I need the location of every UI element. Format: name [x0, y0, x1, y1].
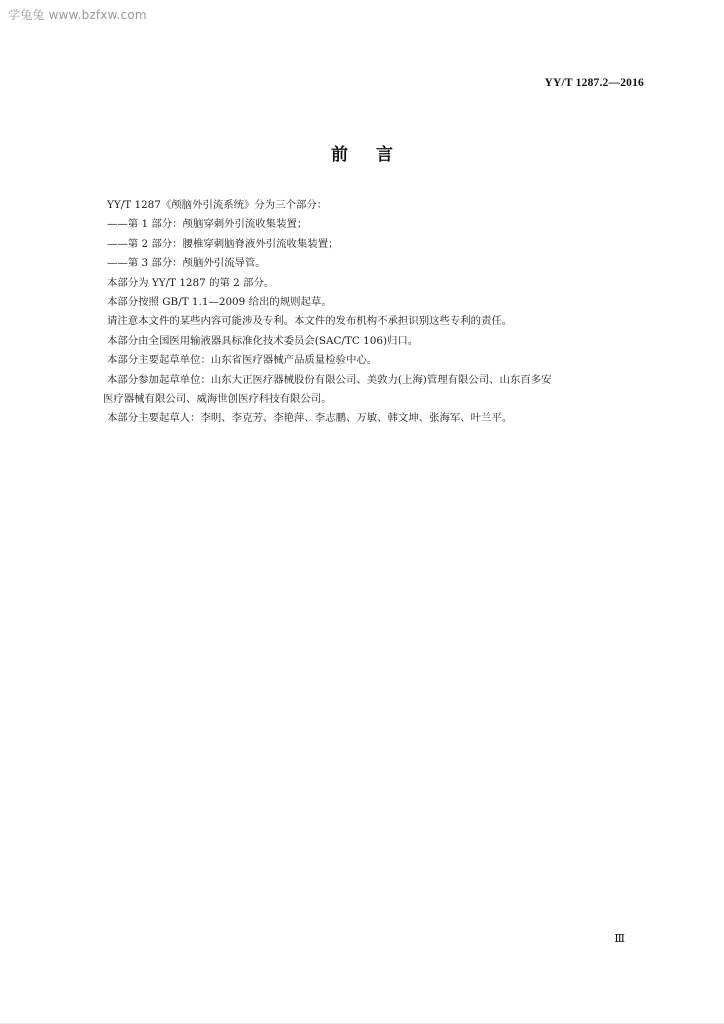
standard-code: YY/T 1287.2—2016: [544, 77, 644, 89]
paragraph-part-statement: 本部分为 YY/T 1287 的第 2 部分。: [107, 276, 275, 289]
body-text: [103, 196, 627, 429]
paragraph-participating-units: 本部分参加起草单位：山东大正医疗器械股份有限公司、美敦力(上海)管理有限公司、山东百多安: [107, 373, 552, 386]
paragraph-intro: YY/T 1287《颅脑外引流系统》分为三个部分：: [107, 199, 328, 211]
page-title: 前言: [331, 145, 421, 165]
paragraph-main-drafters: 本部分主要起草人：李明、李克芳、李艳萍、李志鹏、万敏、韩文坤、张海军、叶兰平。: [107, 412, 513, 425]
paragraph-committee: 本部分由全国医用输液器具标准化技术委员会(SAC/TC 106)归口。: [107, 334, 419, 347]
paragraph-patent-notice: 请注意本文件的某些内容可能涉及专利。本文件的发布机构不承担识别这些专利的责任。: [107, 315, 513, 328]
paragraph-drafting-rules: 本部分按照 GB/T 1.1—2009 给出的规则起草。: [107, 296, 332, 309]
list-item-part-3: ——第 3 部分：颅脑外引流导管。: [107, 257, 266, 270]
paragraph-participating-units-continued: 医疗器械有限公司、威海世创医疗科技有限公司。: [103, 393, 332, 406]
watermark: 学兔兔 www.bzfxw.com: [8, 8, 147, 22]
page-number: Ⅲ: [614, 933, 625, 945]
paragraph-main-drafter-unit: 本部分主要起草单位：山东省医疗器械产品质量检验中心。: [107, 354, 378, 367]
list-item-part-2: ——第 2 部分：腰椎穿刺脑脊液外引流收集装置；: [107, 237, 339, 250]
list-item-part-1: ——第 1 部分：颅脑穿刺外引流收集装置；: [107, 218, 308, 231]
